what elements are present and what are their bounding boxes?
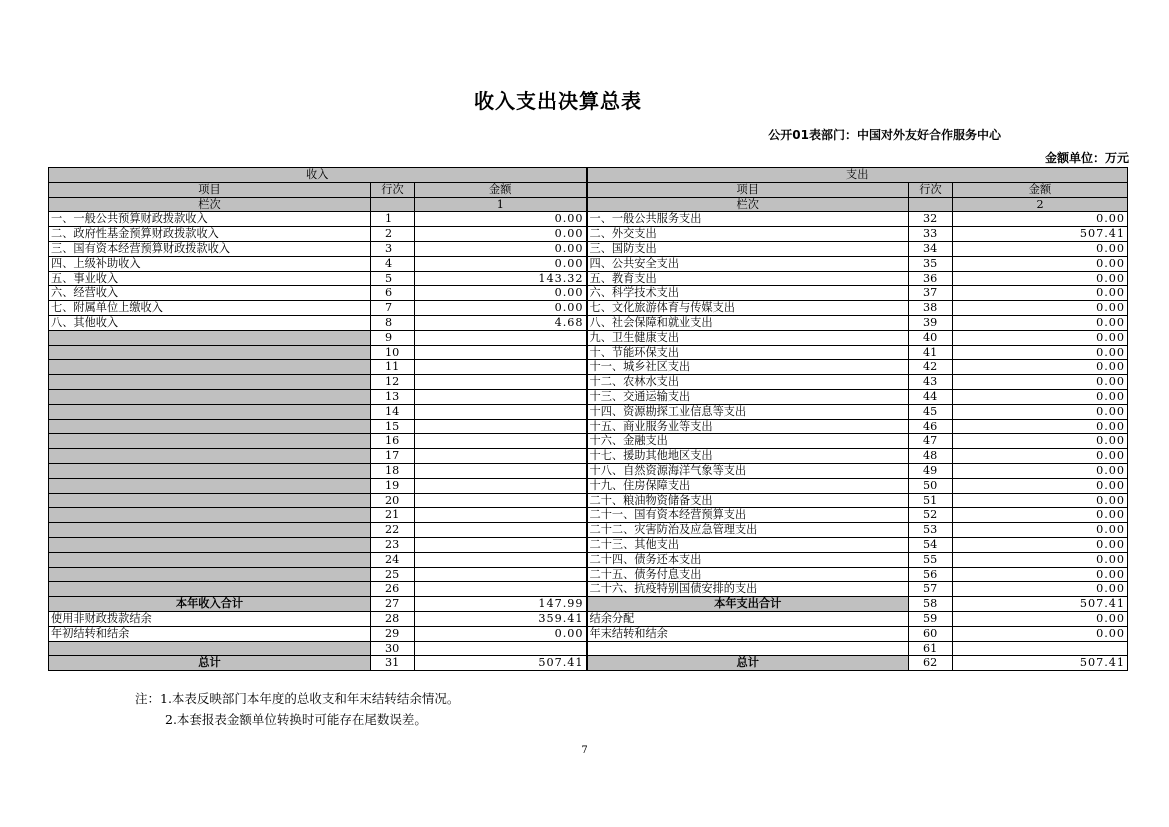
income-item [49, 641, 371, 656]
income-item: 一、一般公共预算财政拨款收入 [49, 212, 371, 227]
expense-row-no: 59 [909, 611, 953, 626]
income-row-no: 1 [371, 212, 415, 227]
expense-amount: 507.41 [953, 227, 1128, 242]
expense-row-no: 58 [909, 597, 953, 612]
expense-row-no: 47 [909, 434, 953, 449]
income-amount: 4.68 [415, 315, 587, 330]
expense-column-no-blank [909, 197, 953, 212]
expense-item: 十八、自然资源海洋气象等支出 [587, 463, 909, 478]
expense-row-no: 35 [909, 256, 953, 271]
table-row [49, 641, 1128, 656]
table-row [49, 508, 1128, 523]
income-item: 二、政府性基金预算财政拨款收入 [49, 227, 371, 242]
expense-row-no: 56 [909, 567, 953, 582]
income-row-no: 3 [371, 241, 415, 256]
income-item: 四、上级补助收入 [49, 256, 371, 271]
income-item: 六、经营收入 [49, 286, 371, 301]
income-amount: 0.00 [415, 626, 587, 641]
income-item: 五、事业收入 [49, 271, 371, 286]
income-amount: 0.00 [415, 286, 587, 301]
expense-row-no: 40 [909, 330, 953, 345]
income-amount: 0.00 [415, 212, 587, 227]
expense-item: 十二、农林水支出 [587, 375, 909, 390]
expense-rowno-header: 行次 [909, 182, 953, 197]
income-row-no: 9 [371, 330, 415, 345]
income-item [49, 375, 371, 390]
expense-amount: 0.00 [953, 212, 1128, 227]
income-amount [415, 493, 587, 508]
income-item [49, 537, 371, 552]
table-row [49, 449, 1128, 464]
income-row-no: 17 [371, 449, 415, 464]
header-row-columns [49, 182, 1128, 197]
table-row [49, 611, 1128, 626]
income-column-no-blank [371, 197, 415, 212]
income-item [49, 478, 371, 493]
expense-row-no: 53 [909, 523, 953, 538]
expense-item: 六、科学技术支出 [587, 286, 909, 301]
expense-row-no: 55 [909, 552, 953, 567]
expense-amount: 0.00 [953, 567, 1128, 582]
income-item: 八、其他收入 [49, 315, 371, 330]
expense-row-no: 32 [909, 212, 953, 227]
table-row [49, 523, 1128, 538]
expense-row-no: 52 [909, 508, 953, 523]
expense-row-no: 39 [909, 315, 953, 330]
income-rowno-header: 行次 [371, 182, 415, 197]
income-amount [415, 508, 587, 523]
income-amount [415, 449, 587, 464]
income-row-no: 14 [371, 404, 415, 419]
income-amount: 147.99 [415, 597, 587, 612]
expense-row-no: 45 [909, 404, 953, 419]
expense-amount: 0.00 [953, 434, 1128, 449]
expense-item: 二十六、抗疫特别国债安排的支出 [587, 582, 909, 597]
income-item [49, 552, 371, 567]
income-row-no: 31 [371, 656, 415, 671]
table-row [49, 478, 1128, 493]
income-item [49, 567, 371, 582]
table-row [49, 286, 1128, 301]
income-amount [415, 463, 587, 478]
income-row-no: 30 [371, 641, 415, 656]
table-row [49, 360, 1128, 375]
income-amount [415, 404, 587, 419]
expense-row-no: 46 [909, 419, 953, 434]
notes [135, 688, 459, 730]
expense-amount: 0.00 [953, 241, 1128, 256]
expense-amount: 0.00 [953, 478, 1128, 493]
expense-row-no: 42 [909, 360, 953, 375]
expense-amount: 0.00 [953, 508, 1128, 523]
table-row [49, 375, 1128, 390]
table-row [49, 537, 1128, 552]
income-amount [415, 582, 587, 597]
income-amount: 0.00 [415, 301, 587, 316]
income-row-no: 22 [371, 523, 415, 538]
expense-amount: 0.00 [953, 449, 1128, 464]
expense-amount: 0.00 [953, 330, 1128, 345]
income-row-no: 18 [371, 463, 415, 478]
income-item [49, 345, 371, 360]
expense-item: 一、一般公共服务支出 [587, 212, 909, 227]
expense-row-no: 44 [909, 389, 953, 404]
income-item [49, 434, 371, 449]
income-item [49, 582, 371, 597]
expense-item: 十、节能环保支出 [587, 345, 909, 360]
expense-row-no: 49 [909, 463, 953, 478]
income-row-no: 6 [371, 286, 415, 301]
income-amount [415, 641, 587, 656]
table-row [49, 315, 1128, 330]
income-row-no: 23 [371, 537, 415, 552]
table-row [49, 345, 1128, 360]
income-amount [415, 537, 587, 552]
expense-amount: 0.00 [953, 375, 1128, 390]
income-amount [415, 330, 587, 345]
income-amount: 0.00 [415, 256, 587, 271]
expense-amount: 0.00 [953, 552, 1128, 567]
expense-row-no: 50 [909, 478, 953, 493]
expense-row-no: 37 [909, 286, 953, 301]
expense-item: 二十一、国有资本经营预算支出 [587, 508, 909, 523]
income-item [49, 419, 371, 434]
income-row-no: 5 [371, 271, 415, 286]
table-row [49, 493, 1128, 508]
income-amount [415, 419, 587, 434]
expense-amount: 0.00 [953, 537, 1128, 552]
expense-column-no-label: 栏次 [587, 197, 909, 212]
expense-amount: 0.00 [953, 419, 1128, 434]
income-item [49, 330, 371, 345]
expense-row-no: 51 [909, 493, 953, 508]
income-row-no: 24 [371, 552, 415, 567]
expense-item: 十五、商业服务业等支出 [587, 419, 909, 434]
income-amount [415, 360, 587, 375]
expense-item: 本年支出合计 [587, 597, 909, 612]
income-row-no: 20 [371, 493, 415, 508]
expense-amount: 0.00 [953, 493, 1128, 508]
expense-amount: 0.00 [953, 626, 1128, 641]
income-amount [415, 434, 587, 449]
income-amount [415, 567, 587, 582]
table-row [49, 241, 1128, 256]
income-item [49, 523, 371, 538]
expense-row-no: 34 [909, 241, 953, 256]
income-row-no: 11 [371, 360, 415, 375]
income-item [49, 449, 371, 464]
header-row-sections [49, 168, 1128, 183]
income-amount: 143.32 [415, 271, 587, 286]
income-row-no: 15 [371, 419, 415, 434]
table-row [49, 434, 1128, 449]
expense-row-no: 54 [909, 537, 953, 552]
expense-row-no: 57 [909, 582, 953, 597]
income-item: 年初结转和结余 [49, 626, 371, 641]
expense-item: 四、公共安全支出 [587, 256, 909, 271]
expense-row-no: 43 [909, 375, 953, 390]
table-row [49, 463, 1128, 478]
table-row [49, 626, 1128, 641]
table-row [49, 419, 1128, 434]
table-row [49, 212, 1128, 227]
income-item [49, 360, 371, 375]
expense-item: 二十三、其他支出 [587, 537, 909, 552]
income-row-no: 10 [371, 345, 415, 360]
income-row-no: 26 [371, 582, 415, 597]
page-number: 7 [581, 745, 588, 756]
expense-header: 支出 [587, 168, 1128, 183]
table-row [49, 330, 1128, 345]
income-row-no: 27 [371, 597, 415, 612]
income-column-no: 1 [415, 197, 587, 212]
expense-item: 七、文化旅游体育与传媒支出 [587, 301, 909, 316]
expense-item: 八、社会保障和就业支出 [587, 315, 909, 330]
expense-amount: 0.00 [953, 463, 1128, 478]
income-row-no: 4 [371, 256, 415, 271]
expense-item: 二十四、债务还本支出 [587, 552, 909, 567]
expense-amount [953, 641, 1128, 656]
income-amount: 0.00 [415, 241, 587, 256]
table-row [49, 552, 1128, 567]
expense-amount: 0.00 [953, 611, 1128, 626]
income-item [49, 508, 371, 523]
expense-amount: 0.00 [953, 360, 1128, 375]
income-amount [415, 523, 587, 538]
income-item [49, 404, 371, 419]
income-row-no: 25 [371, 567, 415, 582]
income-row-no: 29 [371, 626, 415, 641]
income-item [49, 389, 371, 404]
expense-item: 二、外交支出 [587, 227, 909, 242]
expense-item: 十九、住房保障支出 [587, 478, 909, 493]
table-row [49, 404, 1128, 419]
expense-row-no: 62 [909, 656, 953, 671]
table-row [49, 227, 1128, 242]
expense-item: 十六、金融支出 [587, 434, 909, 449]
income-row-no: 28 [371, 611, 415, 626]
expense-amount: 0.00 [953, 404, 1128, 419]
expense-item: 十一、城乡社区支出 [587, 360, 909, 375]
income-amount: 507.41 [415, 656, 587, 671]
expense-amount: 507.41 [953, 597, 1128, 612]
expense-amount: 0.00 [953, 256, 1128, 271]
expense-row-no: 61 [909, 641, 953, 656]
expense-amount-header: 金额 [953, 182, 1128, 197]
expense-item: 十三、交通运输支出 [587, 389, 909, 404]
expense-row-no: 36 [909, 271, 953, 286]
table-row [49, 389, 1128, 404]
income-header: 收入 [49, 168, 587, 183]
expense-item [587, 641, 909, 656]
income-expense-table [48, 167, 1128, 671]
income-column-no-label: 栏次 [49, 197, 371, 212]
income-item [49, 493, 371, 508]
table-row [49, 582, 1128, 597]
income-row-no: 16 [371, 434, 415, 449]
table-row [49, 567, 1128, 582]
income-item: 三、国有资本经营预算财政拨款收入 [49, 241, 371, 256]
expense-item: 十七、援助其他地区支出 [587, 449, 909, 464]
income-amount [415, 345, 587, 360]
amount-unit: 金额单位：万元 [1044, 151, 1129, 165]
expense-amount: 507.41 [953, 656, 1128, 671]
expense-item: 十四、资源勘探工业信息等支出 [587, 404, 909, 419]
income-row-no: 8 [371, 315, 415, 330]
income-row-no: 13 [371, 389, 415, 404]
page-title: 收入支出决算总表 [474, 89, 642, 113]
income-amount [415, 375, 587, 390]
note-2: 2.本套报表金额单位转换时可能存在尾数误差。 [165, 712, 427, 727]
income-item: 本年收入合计 [49, 597, 371, 612]
income-amount: 0.00 [415, 227, 587, 242]
income-item: 七、附属单位上缴收入 [49, 301, 371, 316]
income-row-no: 12 [371, 375, 415, 390]
expense-item: 结余分配 [587, 611, 909, 626]
expense-item: 年末结转和结余 [587, 626, 909, 641]
expense-row-no: 41 [909, 345, 953, 360]
expense-column-no: 2 [953, 197, 1128, 212]
expense-row-no: 60 [909, 626, 953, 641]
income-item: 使用非财政拨款结余 [49, 611, 371, 626]
income-row-no: 21 [371, 508, 415, 523]
expense-item: 二十、粮油物资储备支出 [587, 493, 909, 508]
income-item [49, 463, 371, 478]
income-row-no: 2 [371, 227, 415, 242]
expense-item: 总计 [587, 656, 909, 671]
expense-item-header: 项目 [587, 182, 909, 197]
expense-amount: 0.00 [953, 523, 1128, 538]
income-row-no: 19 [371, 478, 415, 493]
income-item: 总计 [49, 656, 371, 671]
expense-amount: 0.00 [953, 345, 1128, 360]
expense-item: 二十二、灾害防治及应急管理支出 [587, 523, 909, 538]
table-row [49, 256, 1128, 271]
expense-amount: 0.00 [953, 389, 1128, 404]
expense-item: 三、国防支出 [587, 241, 909, 256]
note-1: 注：1.本表反映部门本年度的总收支和年末结转结余情况。 [135, 691, 460, 706]
table-row [49, 301, 1128, 316]
expense-amount: 0.00 [953, 301, 1128, 316]
table-row [49, 271, 1128, 286]
expense-amount: 0.00 [953, 271, 1128, 286]
expense-amount: 0.00 [953, 315, 1128, 330]
expense-item: 五、教育支出 [587, 271, 909, 286]
expense-row-no: 48 [909, 449, 953, 464]
income-amount [415, 389, 587, 404]
income-amount-header: 金额 [415, 182, 587, 197]
income-amount [415, 552, 587, 567]
income-amount: 359.41 [415, 611, 587, 626]
header-row-column-numbers [49, 197, 1128, 212]
expense-item: 二十五、债务付息支出 [587, 567, 909, 582]
expense-amount: 0.00 [953, 286, 1128, 301]
table-code-department: 公开01表部门：中国对外友好合作服务中心 [768, 128, 1001, 142]
table-row [49, 656, 1128, 671]
expense-row-no: 38 [909, 301, 953, 316]
income-item-header: 项目 [49, 182, 371, 197]
income-row-no: 7 [371, 301, 415, 316]
expense-amount: 0.00 [953, 582, 1128, 597]
table-row [49, 597, 1128, 612]
expense-item: 九、卫生健康支出 [587, 330, 909, 345]
expense-row-no: 33 [909, 227, 953, 242]
income-amount [415, 478, 587, 493]
